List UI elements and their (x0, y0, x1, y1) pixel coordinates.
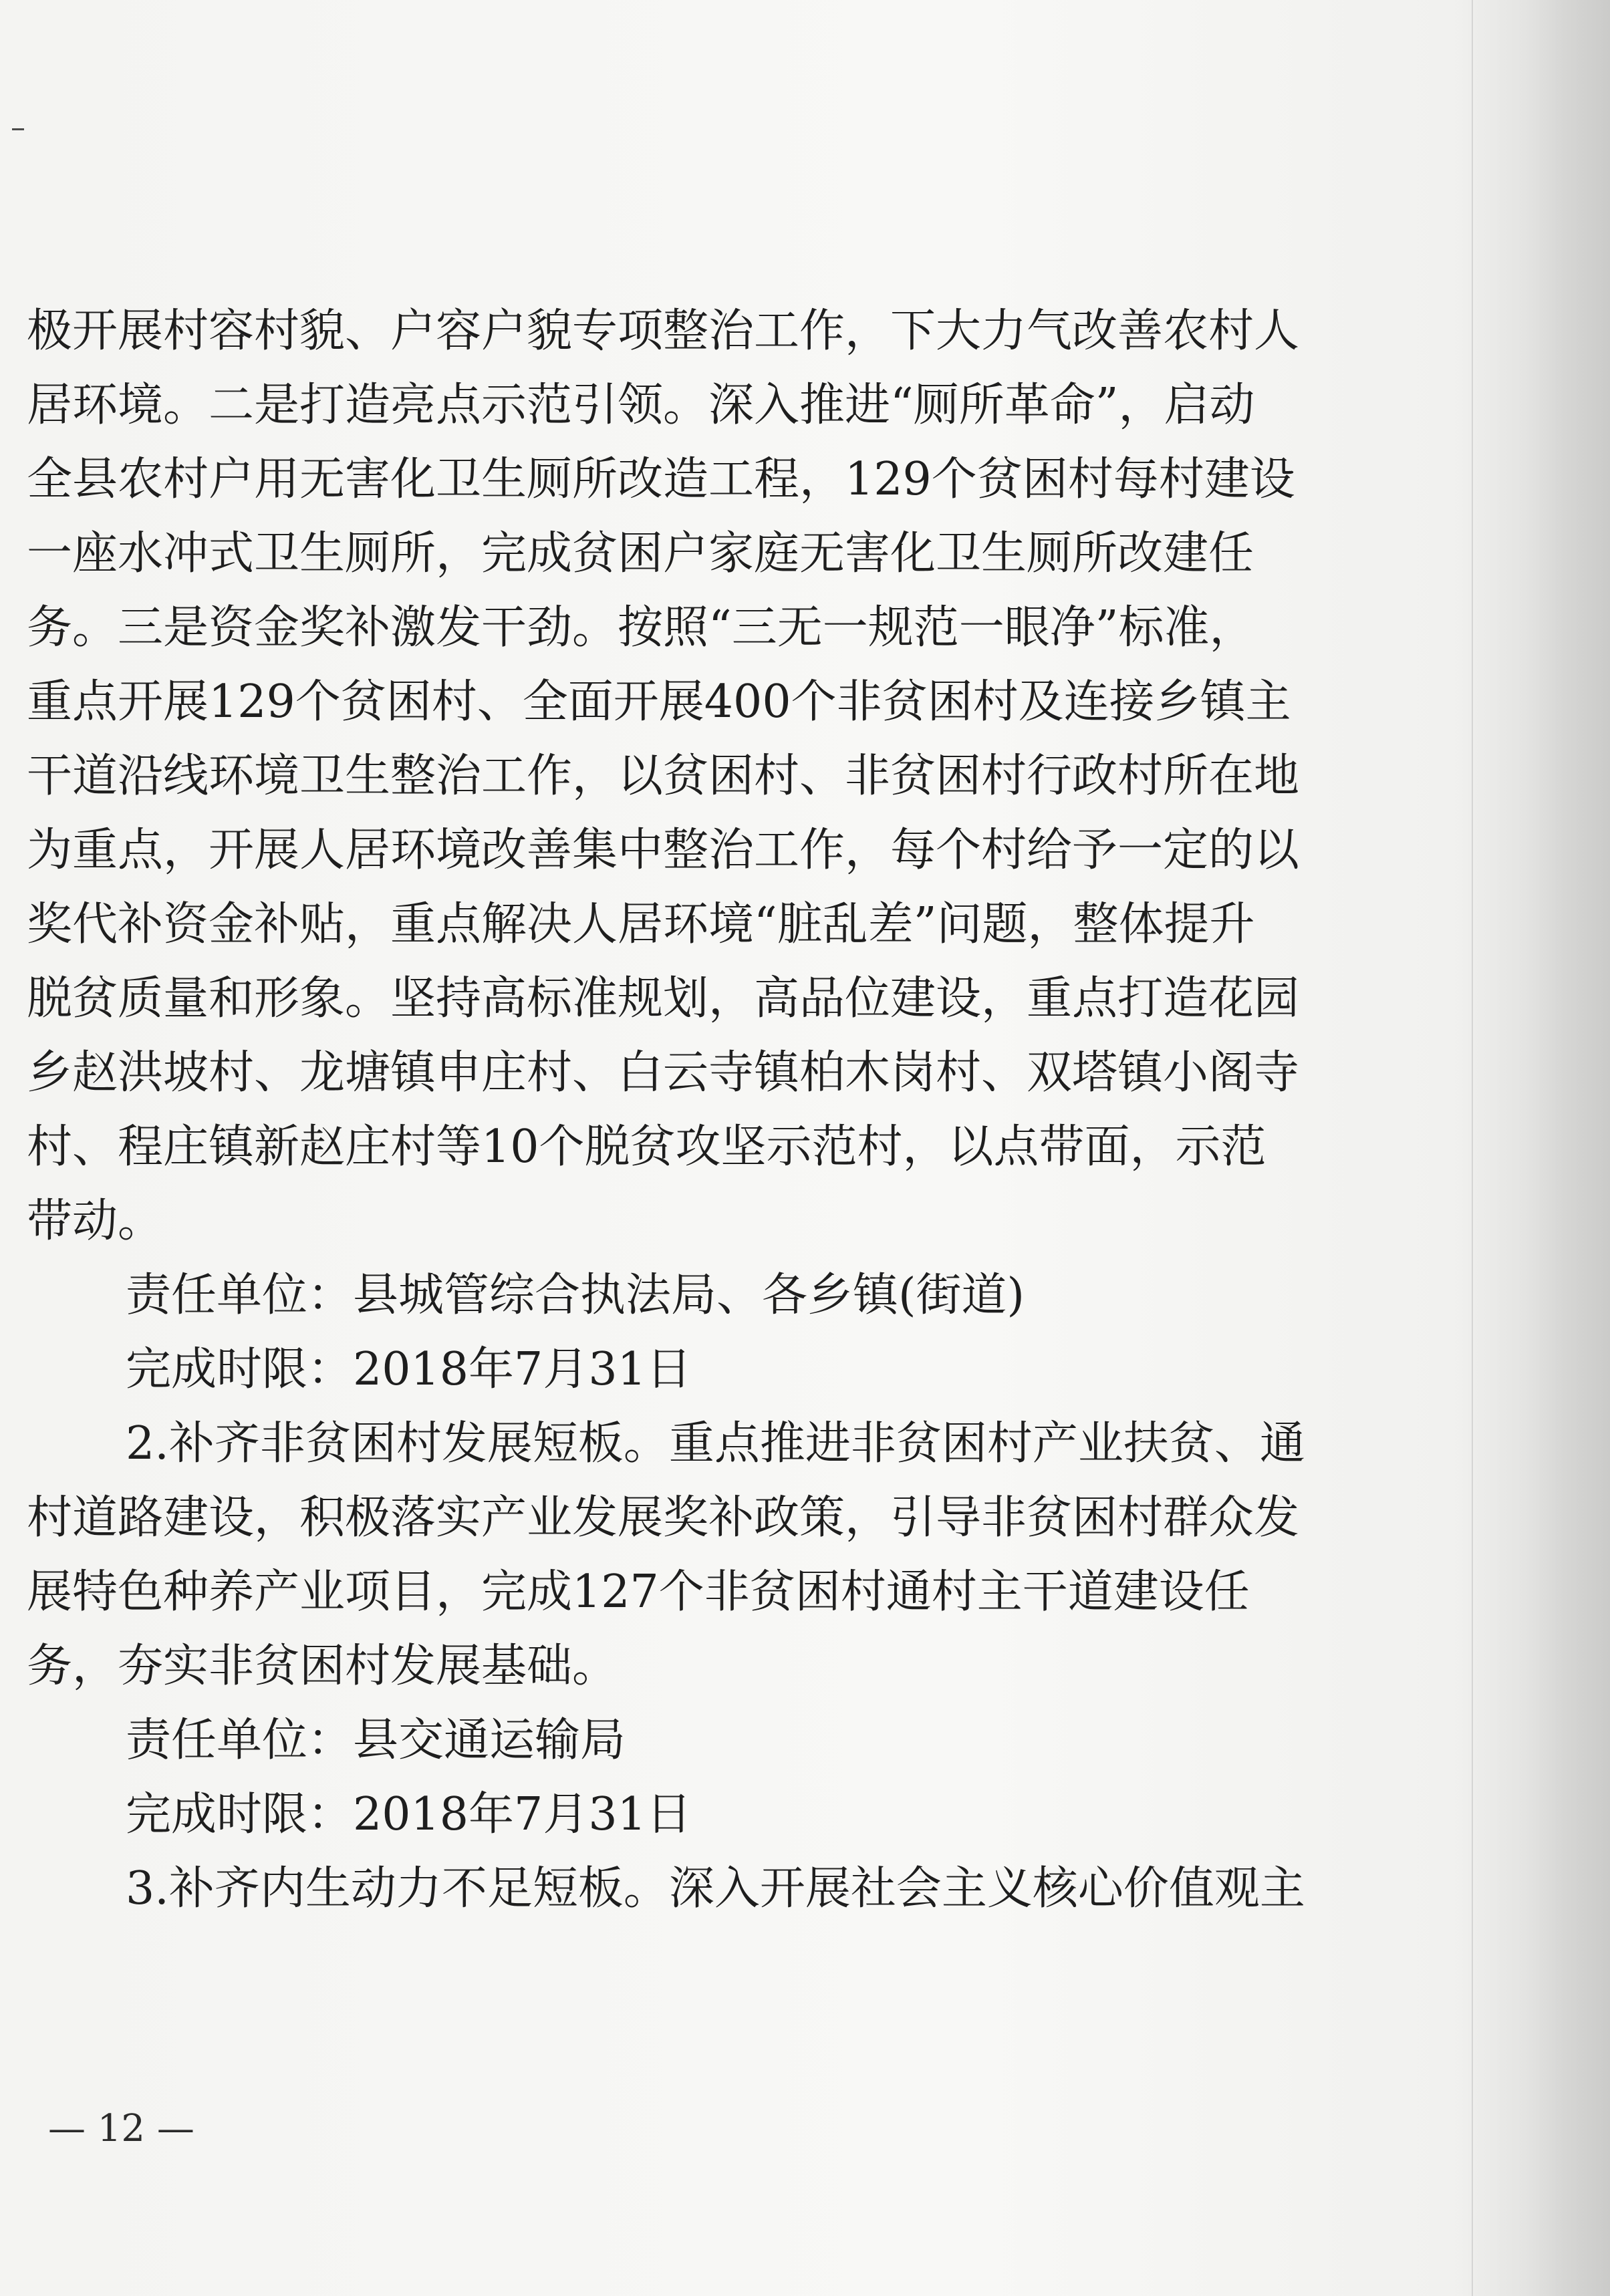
text-line: 务。三是资金奖补激发干劲。按照“三无一规范一眼净”标准， (27, 601, 1255, 654)
text-line: 极开展村容村貌、户容户貌专项整治工作，下大力气改善农村人 (27, 305, 1300, 357)
text-line: 乡赵洪坡村、龙塘镇申庄村、白云寺镇柏木岗村、双塔镇小阁寺 (27, 1046, 1300, 1099)
text-line: 居环境。二是打造亮点示范引领。深入推进“厕所革命”，启动 (27, 379, 1255, 432)
text-line: 为重点，开展人居环境改善集中整治工作，每个村给予一定的以 (27, 824, 1300, 877)
text-line: 村、程庄镇新赵庄村等10个脱贫攻坚示范村，以点带面，示范 (27, 1121, 1266, 1173)
deadline: 完成时限：2018年7月31日 (126, 1788, 692, 1841)
text-line: 干道沿线环境卫生整治工作，以贫困村、非贫困村行政村所在地 (27, 750, 1300, 803)
text-line: 展特色种养产业项目，完成127个非贫困村通村主干道建设任 (27, 1566, 1250, 1618)
paper-edge-shadow (1456, 0, 1610, 2296)
text-line: 奖代补资金补贴，重点解决人居环境“脏乱差”问题，整体提升 (27, 898, 1255, 951)
text-line: 村道路建设，积极落实产业发展奖补政策，引导非贫困村群众发 (27, 1491, 1300, 1544)
page-number: — 12 — (48, 2107, 194, 2150)
responsible-unit: 责任单位：县交通运输局 (126, 1714, 626, 1767)
text-line: 带动。 (27, 1195, 164, 1248)
paper-fold-line (1472, 0, 1473, 2296)
section-heading: 3.补齐内生动力不足短板。深入开展社会主义核心价值观主 (126, 1862, 1305, 1915)
margin-mark (12, 128, 24, 130)
text-line: 一座水冲式卫生厕所，完成贫困户家庭无害化卫生厕所改建任 (27, 527, 1254, 580)
text-line: 脱贫质量和形象。坚持高标准规划，高品位建设，重点打造花园 (27, 972, 1300, 1025)
text-line: 全县农村户用无害化卫生厕所改造工程，129个贫困村每村建设 (27, 453, 1295, 506)
responsible-unit: 责任单位：县城管综合执法局、各乡镇(街道) (126, 1269, 1025, 1322)
text-line: 重点开展129个贫困村、全面开展400个非贫困村及连接乡镇主 (27, 676, 1291, 728)
section-heading: 2.补齐非贫困村发展短板。重点推进非贫困村产业扶贫、通 (126, 1417, 1305, 1470)
deadline: 完成时限：2018年7月31日 (126, 1343, 692, 1396)
text-line: 务，夯实非贫困村发展基础。 (27, 1640, 618, 1693)
